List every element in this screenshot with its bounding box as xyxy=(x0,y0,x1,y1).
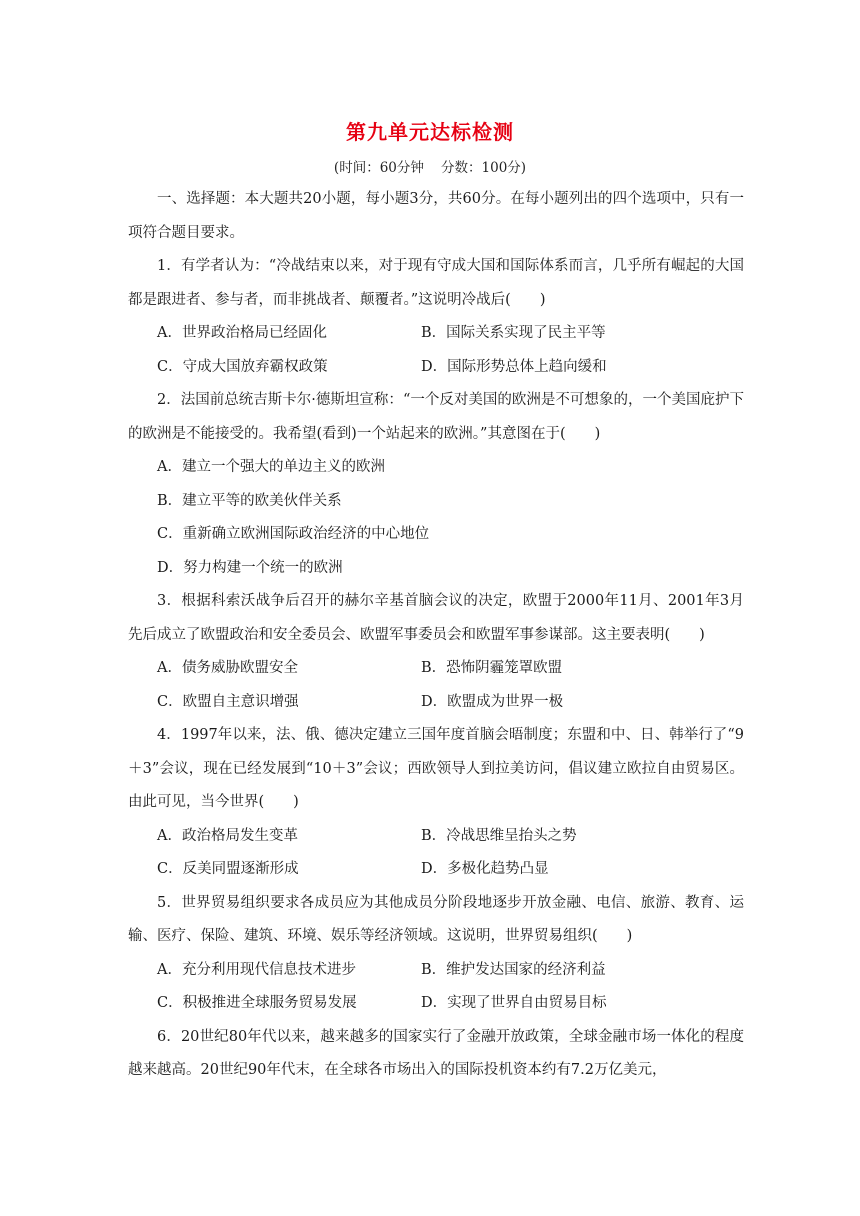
question-options xyxy=(128,954,744,1021)
question-options xyxy=(128,451,744,585)
question-stem: 6．20世纪80年代以来，越来越多的国家实行了金融开放政策，全球金融市场一体化的程度越来越高。20世纪90年代末，在全球各市场出入的国际投机资本约有7.2万亿美元， xyxy=(128,1028,744,1078)
option-c: C．积极推进全球服务贸易发展 xyxy=(157,995,357,1011)
option-d: D．国际形势总体上趋向缓和 xyxy=(421,358,607,375)
question-stem: 1．有学者认为：“冷战结束以来，对于现有守成大国和国际体系而言，几乎所有崛起的大国都是跟进者、参与者，而非挑战者、颠覆者。”这说明冷战后( ) xyxy=(128,258,744,308)
option-d: D．努力构建一个统一的欧洲 xyxy=(157,559,343,576)
question-stem: 4．1997年以来，法、俄、德决定建立三国年度首脑会晤制度；东盟和中、日、韩举行了“9＋3”会议，现在已经发展到“10＋3”会议；西欧领导人到拉美访问，倡议建立欧拉自由贸易区。由此可见，当今世界( ) xyxy=(128,727,744,810)
option-a: A．充分利用现代信息技术进步 xyxy=(157,961,356,978)
option-b: B．维护发达国家的经济利益 xyxy=(421,961,606,978)
option-c: C．欧盟自主意识增强 xyxy=(157,693,299,710)
option-b: B．恐怖阴霾笼罩欧盟 xyxy=(421,660,563,676)
option-a: A．世界政治格局已经固化 xyxy=(157,325,327,341)
option-c: C．反美同盟逐渐形成 xyxy=(157,861,299,877)
option-d: D．实现了世界自由贸易目标 xyxy=(421,995,607,1011)
exam-info: (时间：60分钟 分数：100分) xyxy=(333,160,527,176)
question-stem: 2．法国前总统吉斯卡尔·德斯坦宣称：“一个反对美国的欧洲是不可想象的，一个美国庇护下的欧洲是不能接受的。我希望(看到)一个站起来的欧洲。”其意图在于( ) xyxy=(128,392,744,442)
question-options xyxy=(128,317,744,384)
question-stem: 3．根据科索沃战争后召开的赫尔辛基首脑会议的决定，欧盟于2000年11月、2001年3月先后成立了欧盟政治和安全委员会、欧盟军事委员会和欧盟军事参谋部。这主要表明( ) xyxy=(128,593,744,643)
exam-content xyxy=(128,183,744,1088)
option-b: B．国际关系实现了民主平等 xyxy=(421,325,606,341)
option-a: A．政治格局发生变革 xyxy=(157,827,298,844)
option-b: B．建立平等的欧美伙伴关系 xyxy=(157,492,342,509)
option-c: C．重新确立欧洲国际政治经济的中心地位 xyxy=(157,526,430,542)
question-options xyxy=(128,820,744,887)
option-c: C．守成大国放弃霸权政策 xyxy=(157,358,328,375)
page-title: 第九单元达标检测 xyxy=(346,120,514,144)
option-d: D．多极化趋势凸显 xyxy=(421,861,549,877)
option-a: A．建立一个强大的单边主义的欧洲 xyxy=(157,459,385,475)
section-intro: 一、选择题：本大题共20小题，每小题3分，共60分。在每小题列出的四个选项中，只有一项符合题目要求。 xyxy=(128,191,744,241)
option-d: D．欧盟成为世界一极 xyxy=(421,693,564,710)
question-stem: 5．世界贸易组织要求各成员应为其他成员分阶段地逐步开放金融、电信、旅游、教育、运输、医疗、保险、建筑、环境、娱乐等经济领域。这说明，世界贸易组织( ) xyxy=(128,894,744,944)
option-b: B．冷战思维呈抬头之势 xyxy=(421,827,577,844)
option-a: A．债务威胁欧盟安全 xyxy=(157,660,298,676)
question-options xyxy=(128,652,744,719)
